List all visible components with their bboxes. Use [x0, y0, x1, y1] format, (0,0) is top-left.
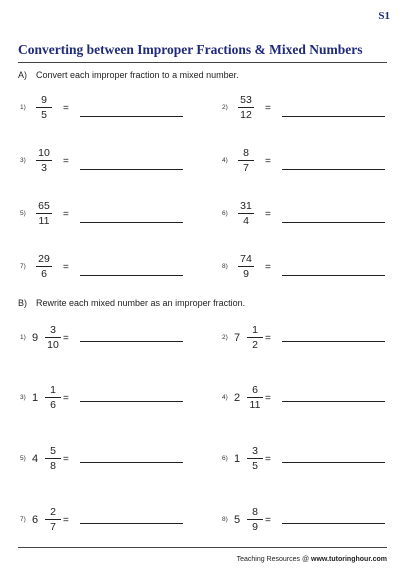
fraction [246, 445, 264, 472]
problem-item [222, 136, 405, 186]
fraction [237, 200, 255, 227]
fraction [35, 200, 53, 227]
footer-divider [18, 547, 387, 548]
fraction [44, 506, 62, 533]
problem-item [222, 434, 405, 484]
problem-number: 5) [20, 455, 26, 462]
denominator: 6 [41, 268, 47, 280]
fraction-bar [238, 107, 254, 108]
numerator: 1 [252, 324, 258, 336]
fraction-bar [36, 107, 52, 108]
section-b-letter: B) [18, 298, 27, 308]
numerator: 1 [50, 384, 56, 396]
fraction-bar [247, 397, 263, 398]
problem-item [20, 242, 205, 292]
fraction [44, 384, 62, 411]
problem-item [20, 373, 205, 423]
answer-line[interactable] [80, 222, 183, 223]
answer-line[interactable] [282, 462, 385, 463]
whole-number: 4 [32, 453, 39, 465]
equals-sign: = [63, 156, 69, 167]
answer-line[interactable] [282, 116, 385, 117]
problem-number: 2) [222, 104, 228, 111]
problem-item [20, 189, 205, 239]
denominator: 5 [252, 460, 258, 472]
answer-line[interactable] [80, 275, 183, 276]
whole-number: 2 [234, 392, 241, 404]
numerator: 31 [240, 200, 252, 212]
problem-number: 3) [20, 394, 26, 401]
equals-sign: = [265, 156, 271, 167]
numerator: 6 [252, 384, 258, 396]
equals-sign: = [63, 454, 69, 465]
fraction [237, 147, 255, 174]
numerator: 74 [240, 253, 252, 265]
denominator: 4 [243, 215, 249, 227]
fraction-bar [36, 213, 52, 214]
whole-number: 1 [234, 453, 241, 465]
whole-number: 1 [32, 392, 39, 404]
numerator: 3 [252, 445, 258, 457]
numerator: 2 [50, 506, 56, 518]
problem-item [20, 83, 205, 133]
problem-number: 4) [222, 394, 228, 401]
answer-line[interactable] [80, 341, 183, 342]
equals-sign: = [63, 209, 69, 220]
problem-number: 6) [222, 455, 228, 462]
fraction [246, 506, 264, 533]
fraction-bar [45, 519, 61, 520]
problem-item [20, 136, 205, 186]
numerator: 3 [50, 324, 56, 336]
problem-number: 7) [20, 516, 26, 523]
problem-item [20, 495, 205, 545]
numerator: 53 [240, 94, 252, 106]
problem-number: 3) [20, 157, 26, 164]
page-title: Converting between Improper Fractions & Mixed Numbers [18, 42, 363, 57]
answer-line[interactable] [80, 523, 183, 524]
section-a-text: Convert each improper fraction to a mixed number. [36, 70, 239, 80]
problem-item [20, 313, 205, 363]
numerator: 9 [41, 94, 47, 106]
equals-sign: = [265, 515, 271, 526]
problem-number: 1) [20, 334, 26, 341]
denominator: 2 [252, 339, 258, 351]
section-b-text: Rewrite each mixed number as an improper fraction. [36, 298, 246, 308]
numerator: 8 [252, 506, 258, 518]
numerator: 8 [243, 147, 249, 159]
sheet-id: S1 [378, 10, 390, 22]
problem-item [222, 313, 405, 363]
fraction-bar [45, 458, 61, 459]
numerator: 65 [38, 200, 50, 212]
equals-sign: = [265, 209, 271, 220]
answer-line[interactable] [80, 116, 183, 117]
section-b-instruction [18, 298, 245, 308]
problem-item [20, 434, 205, 484]
fraction [237, 94, 255, 121]
numerator: 29 [38, 253, 50, 265]
answer-line[interactable] [80, 462, 183, 463]
denominator: 7 [50, 521, 56, 533]
fraction [44, 445, 62, 472]
problem-item [222, 373, 405, 423]
problem-number: 1) [20, 104, 26, 111]
problem-number: 8) [222, 263, 228, 270]
fraction [35, 253, 53, 280]
denominator: 11 [38, 215, 50, 227]
denominator: 8 [50, 460, 56, 472]
answer-line[interactable] [282, 222, 385, 223]
fraction [44, 324, 62, 351]
whole-number: 9 [32, 332, 39, 344]
answer-line[interactable] [80, 401, 183, 402]
fraction-bar [247, 458, 263, 459]
equals-sign: = [265, 333, 271, 344]
denominator: 5 [41, 109, 47, 121]
equals-sign: = [265, 393, 271, 404]
problem-item [222, 83, 405, 133]
problem-number: 8) [222, 516, 228, 523]
equals-sign: = [63, 262, 69, 273]
problem-item [222, 242, 405, 292]
whole-number: 5 [234, 514, 241, 526]
equals-sign: = [265, 454, 271, 465]
equals-sign: = [63, 393, 69, 404]
denominator: 10 [47, 339, 59, 351]
problem-number: 2) [222, 334, 228, 341]
problem-item [222, 189, 405, 239]
fraction-bar [238, 160, 254, 161]
answer-line[interactable] [80, 169, 183, 170]
section-a-instruction [18, 70, 239, 80]
problem-number: 4) [222, 157, 228, 164]
fraction-bar [36, 266, 52, 267]
equals-sign: = [265, 103, 271, 114]
fraction-bar [45, 337, 61, 338]
denominator: 12 [240, 109, 252, 121]
fraction [35, 147, 53, 174]
denominator: 11 [249, 399, 261, 411]
equals-sign: = [63, 515, 69, 526]
equals-sign: = [265, 262, 271, 273]
footer [237, 556, 387, 563]
fraction-bar [45, 397, 61, 398]
problem-number: 5) [20, 210, 26, 217]
numerator: 5 [50, 445, 56, 457]
answer-line[interactable] [282, 169, 385, 170]
whole-number: 7 [234, 332, 241, 344]
fraction-bar [238, 266, 254, 267]
denominator: 6 [50, 399, 56, 411]
numerator: 10 [38, 147, 50, 159]
footer-prefix: Teaching Resources @ [236, 556, 312, 563]
answer-line[interactable] [282, 275, 385, 276]
fraction-bar [247, 519, 263, 520]
equals-sign: = [63, 333, 69, 344]
answer-line[interactable] [282, 523, 385, 524]
problem-number: 6) [222, 210, 228, 217]
whole-number: 6 [32, 514, 39, 526]
answer-line[interactable] [282, 341, 385, 342]
footer-site: www.tutoringhour.com [311, 556, 387, 563]
denominator: 7 [243, 162, 249, 174]
fraction-bar [238, 213, 254, 214]
fraction [35, 94, 53, 121]
denominator: 9 [252, 521, 258, 533]
problem-item [222, 495, 405, 545]
equals-sign: = [63, 103, 69, 114]
fraction [237, 253, 255, 280]
fraction [246, 384, 264, 411]
fraction [246, 324, 264, 351]
fraction-bar [247, 337, 263, 338]
problem-number: 7) [20, 263, 26, 270]
answer-line[interactable] [282, 401, 385, 402]
denominator: 9 [243, 268, 249, 280]
denominator: 3 [41, 162, 47, 174]
section-a-letter: A) [18, 70, 27, 80]
title-divider [18, 62, 387, 63]
fraction-bar [36, 160, 52, 161]
